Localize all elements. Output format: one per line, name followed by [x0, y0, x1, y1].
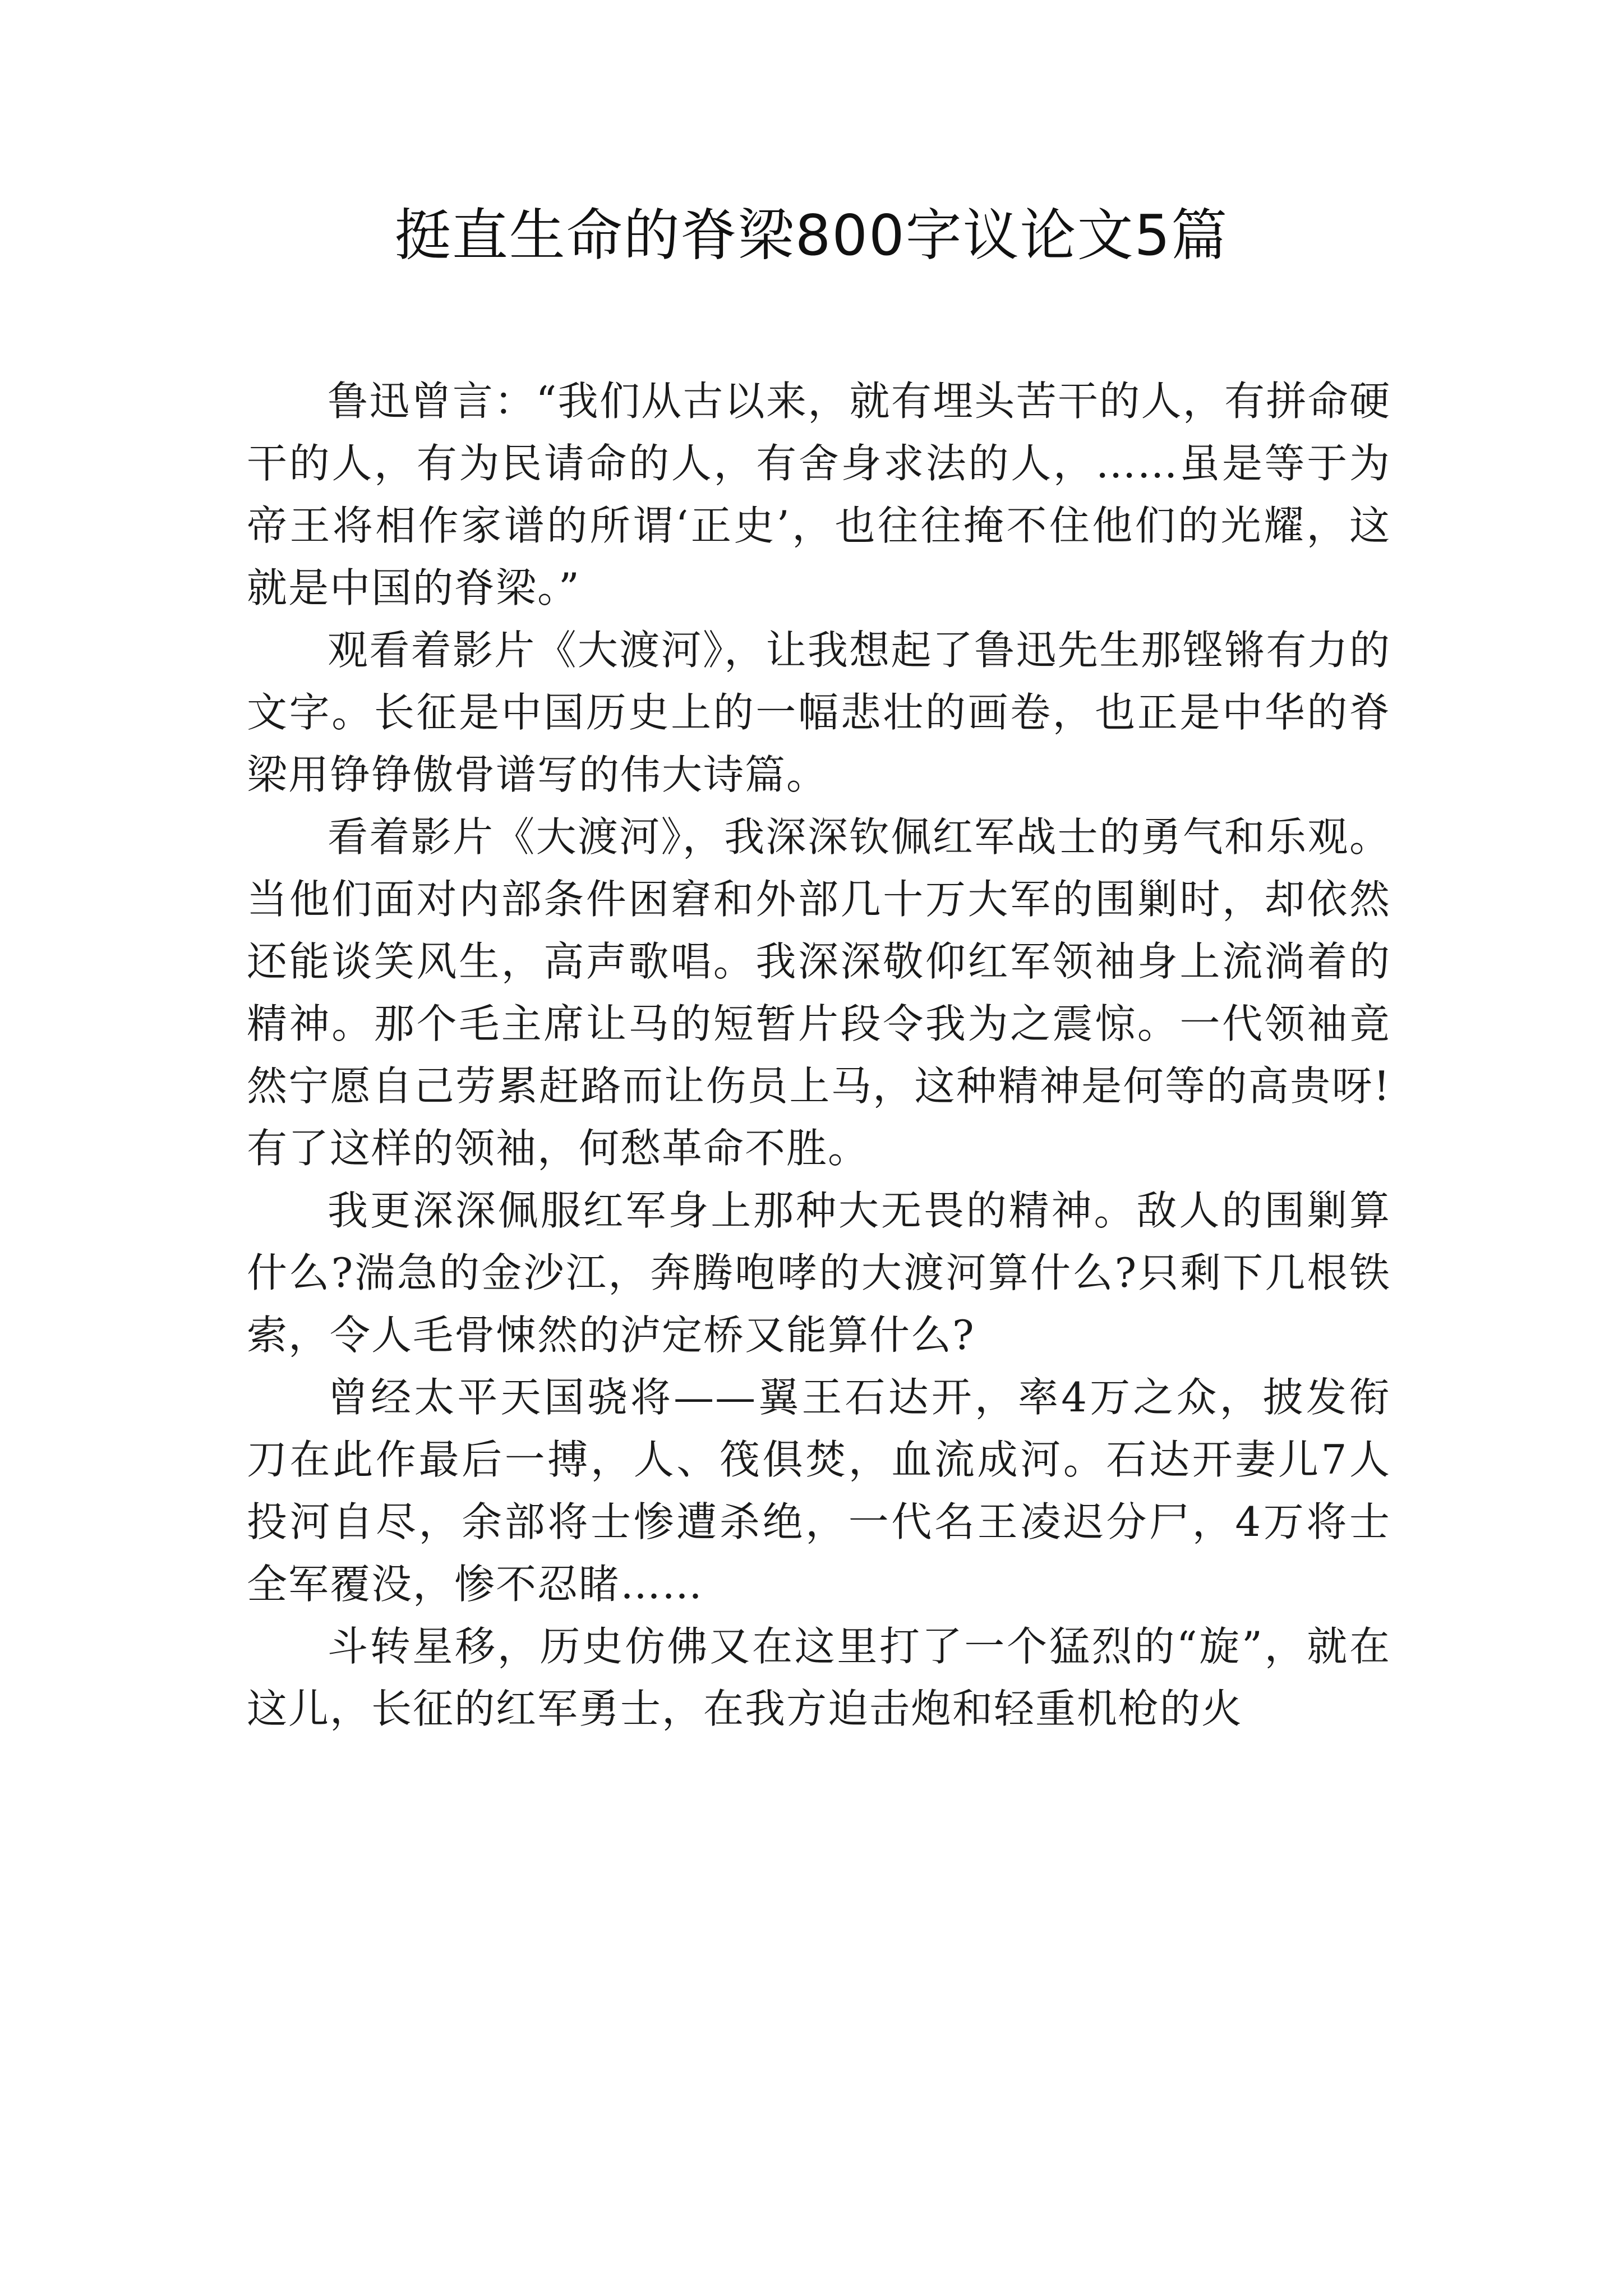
- paragraph-6: 斗转星移，历史仿佛又在这里打了一个猛烈的“旋”，就在这儿，长征的红军勇士，在我方迫击炮和轻重机枪的火: [247, 1623, 1391, 1732]
- paragraph-3: 看着影片《大渡河》，我深深钦佩红军战士的勇气和乐观。当他们面对内部条件困窘和外部几十万大军的围剿时，却依然还能谈笑风生，高声歌唱。我深深敬仰红军领袖身上流淌着的精神。那个毛主席让马的短暂片段令我为之震惊。一代领袖竟然宁愿自己劳累赶路而让伤员上马，这种精神是何等的高贵呀!有了这样的领袖，何愁革命不胜。: [247, 813, 1391, 1172]
- paragraph-1: 鲁迅曾言：“我们从古以来，就有埋头苦干的人，有拼命硬干的人，有为民请命的人，有舍身求法的人，……虽是等于为帝王将相作家谱的所谓‘正史’，也往往掩不住他们的光耀，这就是中国的脊梁。”: [247, 378, 1391, 611]
- paragraph-2: 观看着影片《大渡河》，让我想起了鲁迅先生那铿锵有力的文字。长征是中国历史上的一幅悲壮的画卷，也正是中华的脊梁用铮铮傲骨谱写的伟大诗篇。: [247, 627, 1391, 798]
- document-body: [247, 370, 1391, 1740]
- paragraph-5: 曾经太平天国骁将——翼王石达开，率4万之众，披发衔刀在此作最后一搏，人、筏俱焚，血流成河。石达开妻儿7人投河自尽，余部将士惨遭杀绝，一代名王凌迟分尸，4万将士全军覆没，惨不忍睹……: [247, 1374, 1391, 1608]
- document-title: 挺直生命的脊梁800字议论文5篇: [394, 203, 1229, 268]
- paragraph-4: 我更深深佩服红军身上那种大无畏的精神。敌人的围剿算什么?湍急的金沙江，奔腾咆哮的大渡河算什么?只剩下几根铁索，令人毛骨悚然的泸定桥又能算什么?: [247, 1187, 1391, 1359]
